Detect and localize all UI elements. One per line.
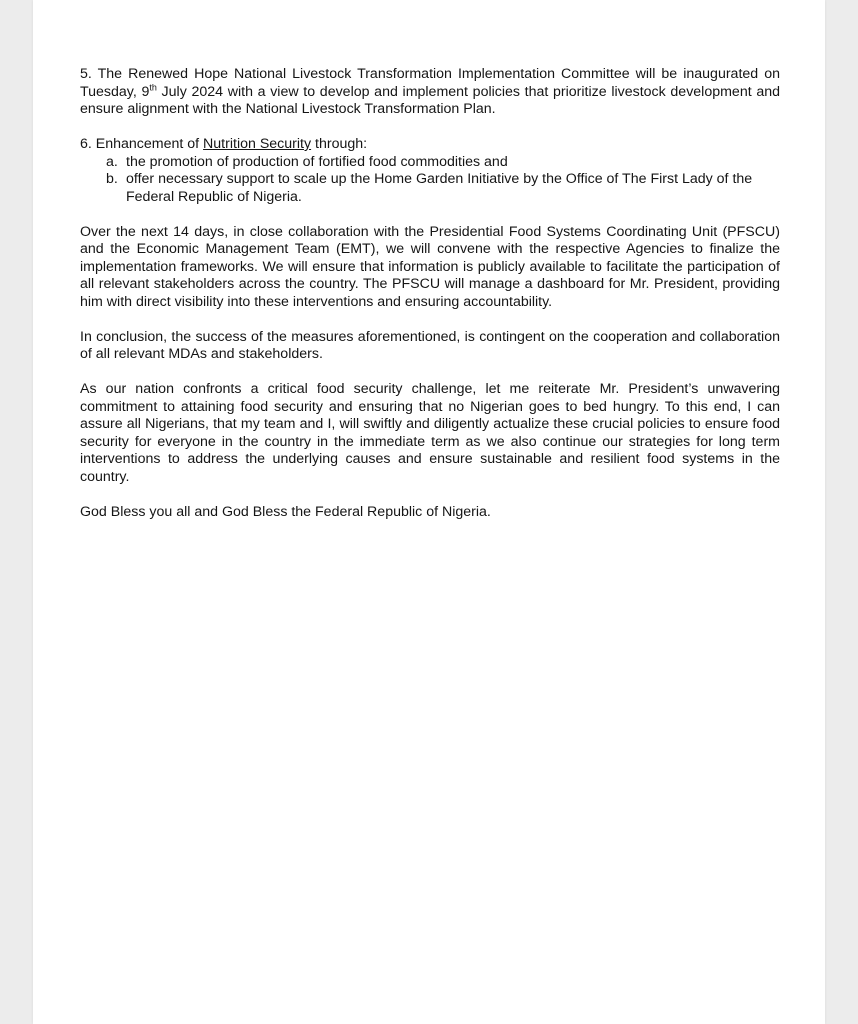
item-6-sublist [80, 154, 780, 207]
commitment-paragraph: As our nation confronts a critical food security challenge, let me reiterate Mr. President’s unwavering commitment to attaining food security and ensuring that no Nigerian goes to bed hungry. To this end, I can assure all Nigerians, that my team and I, will swiftly and diligently actualize these crucial policies to ensure food security for everyone in the country in the immediate term as we also continue our strategies for long term interventions to address the underlying causes and ensure sustainable and resilient food systems in the country. [80, 381, 780, 485]
list-marker: b. [106, 171, 118, 187]
list-item [80, 154, 780, 172]
item-6-suffix: through: [311, 136, 368, 152]
implementation-paragraph: Over the next 14 days, in close collaboration with the Presidential Food Systems Coordinating Unit (PFSCU) and the Economic Management Team (EMT), we will convene with the respective Agencies to finalize the implementation frameworks. We will ensure that information is publicly available to facilitate the participation of all relevant stakeholders across the country. The PFSCU will manage a dashboard for Mr. President, providing him with direct visibility into these interventions and ensuring accountability. [80, 223, 780, 310]
document-page [33, 0, 825, 1024]
item-5-superscript: th [149, 81, 157, 92]
item-5-text-continued: July 2024 with a view to develop and implement policies that prioritize livestock development and ensure alignment with the National Livestock Transformation Plan. [80, 83, 781, 117]
list-item [80, 171, 780, 206]
nutrition-security-underlined: Nutrition Security [203, 136, 312, 152]
list-marker: a. [106, 153, 118, 170]
list-item-text: offer necessary support to scale up the Home Garden Initiative by the Office of The First Lady of the Federal Republic of Nigeria. [126, 171, 753, 205]
document-body [80, 66, 780, 521]
conclusion-paragraph: In conclusion, the success of the measures aforementioned, is contingent on the cooperation and collaboration of all relevant MDAs and stakeholders. [80, 328, 780, 362]
item-6-heading [80, 136, 780, 154]
item-5-paragraph [80, 66, 780, 119]
closing-line: God Bless you all and God Bless the Federal Republic of Nigeria. [80, 503, 491, 520]
list-item-text: the promotion of production of fortified food commodities and [126, 153, 508, 170]
item-5-text: 5. The Renewed Hope National Livestock Transformation Implementation Committee will be inaugurated on Tuesday, 9 [80, 66, 780, 100]
item-6-prefix: 6. Enhancement of [80, 136, 204, 152]
